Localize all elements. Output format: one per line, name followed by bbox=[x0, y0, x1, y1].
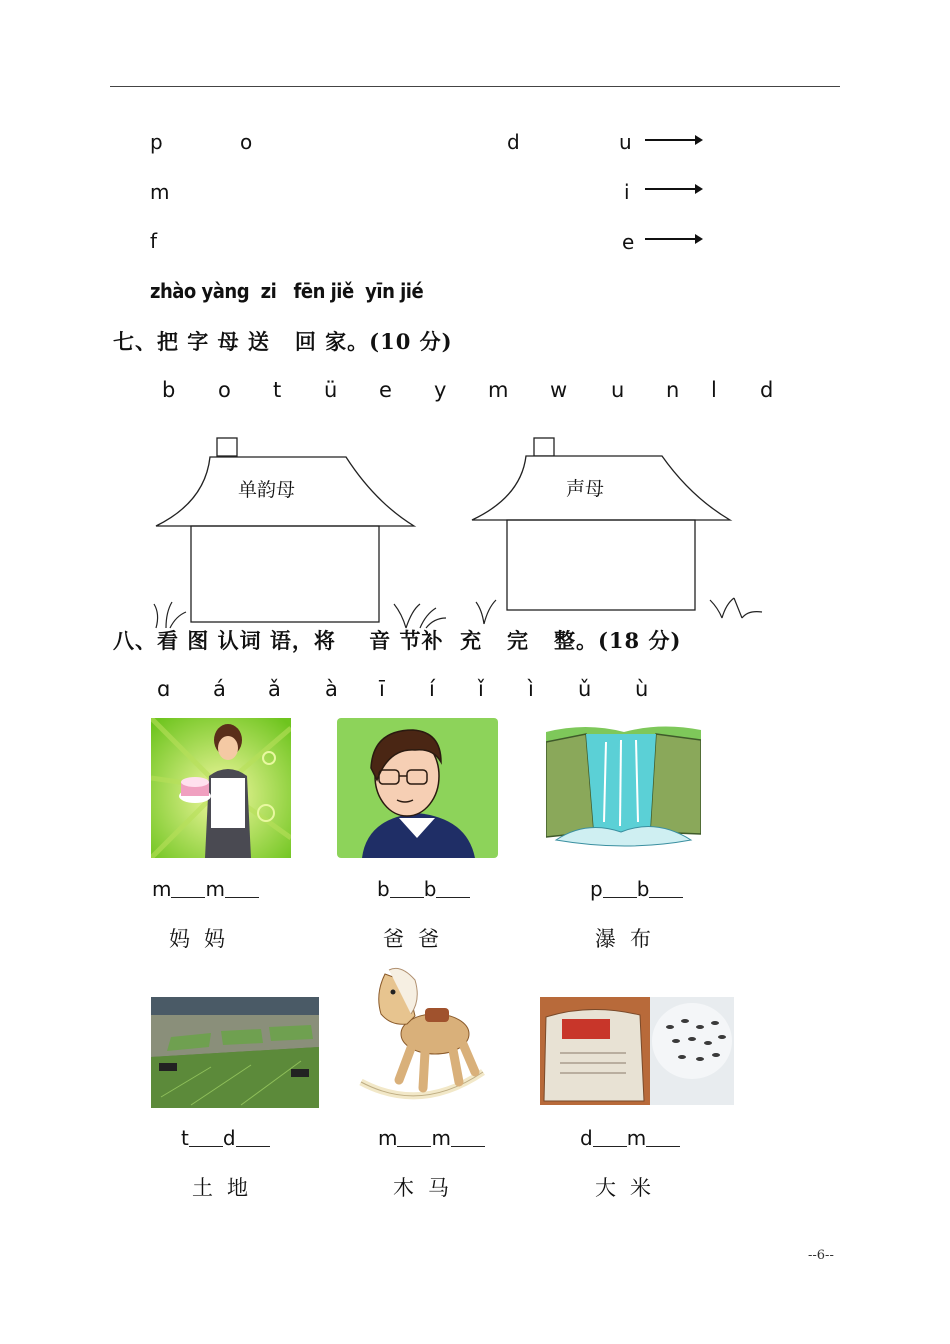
letter-item: e bbox=[379, 378, 392, 402]
farmland-image bbox=[151, 997, 319, 1108]
answer-blank-4[interactable]: t d bbox=[181, 1126, 270, 1150]
letter-e: e bbox=[622, 230, 635, 254]
arrow-icon bbox=[645, 134, 703, 146]
waterfall-image bbox=[546, 722, 701, 852]
word-dami: 大米 bbox=[595, 1176, 665, 1200]
letter-f: f bbox=[150, 229, 158, 253]
word-mama: 妈妈 bbox=[169, 927, 239, 951]
top-rule bbox=[110, 86, 840, 87]
house-initials-label: 声母 bbox=[566, 478, 605, 500]
tone-item: ǐ bbox=[478, 677, 484, 701]
letter-item: y bbox=[434, 378, 447, 402]
arrow-icon bbox=[645, 183, 703, 195]
rice-bag-image bbox=[540, 997, 734, 1105]
letter-item: n bbox=[666, 378, 680, 402]
grass-icon bbox=[472, 596, 500, 626]
letter-u: u bbox=[619, 130, 632, 154]
woman-with-cake-image bbox=[151, 718, 291, 858]
letter-item: d bbox=[760, 378, 774, 402]
letter-item: ü bbox=[324, 378, 338, 402]
answer-blank-3[interactable]: p b bbox=[590, 877, 683, 901]
answer-blank-6[interactable]: d m bbox=[580, 1126, 680, 1150]
letter-i: i bbox=[624, 180, 630, 204]
rocking-horse-image bbox=[355, 964, 487, 1108]
letter-item: l bbox=[711, 378, 717, 402]
answer-blank-1[interactable]: m m bbox=[152, 877, 259, 901]
tone-item: ù bbox=[635, 677, 649, 701]
arrow-icon bbox=[645, 233, 703, 245]
house-initials bbox=[466, 432, 736, 617]
section-8-heading: 八、看 图 认词 语，将 音 节补 充 完 整。(18 分) bbox=[113, 628, 682, 653]
word-pubu: 瀑布 bbox=[595, 927, 665, 951]
letter-o: o bbox=[240, 130, 253, 154]
man-with-glasses-image bbox=[337, 718, 498, 858]
letter-item: m bbox=[488, 378, 509, 402]
letter-item: w bbox=[550, 378, 568, 402]
tone-item: ɑ bbox=[157, 677, 171, 701]
section-7-heading: 七、把 字 母 送 回 家。(10 分) bbox=[113, 329, 453, 354]
letter-p: p bbox=[150, 130, 163, 154]
word-tudi: 土地 bbox=[192, 1176, 262, 1200]
tone-item: í bbox=[429, 677, 435, 701]
grass-icon bbox=[708, 594, 764, 624]
word-muma: 木马 bbox=[393, 1176, 463, 1200]
answer-blank-5[interactable]: m m bbox=[378, 1126, 485, 1150]
letter-item: b bbox=[162, 378, 176, 402]
house-vowels-label: 单韵母 bbox=[238, 479, 296, 501]
house-vowels bbox=[150, 432, 420, 627]
letter-item: o bbox=[218, 378, 231, 402]
tone-item: á bbox=[213, 677, 226, 701]
word-baba: 爸爸 bbox=[383, 927, 453, 951]
letter-item: t bbox=[273, 378, 282, 402]
answer-blank-2[interactable]: b b bbox=[377, 877, 470, 901]
tone-item: à bbox=[325, 677, 338, 701]
tone-item: ī bbox=[379, 677, 385, 701]
letter-m: m bbox=[150, 180, 170, 204]
tone-item: ì bbox=[528, 677, 534, 701]
letter-d: d bbox=[507, 130, 520, 154]
tone-item: ǎ bbox=[268, 677, 281, 701]
pinyin-line: zhào yàng zi fēn jiě yīn jié bbox=[150, 279, 424, 303]
page-number: --6-- bbox=[808, 1248, 834, 1263]
tone-item: ǔ bbox=[578, 677, 592, 701]
letter-item: u bbox=[611, 378, 625, 402]
